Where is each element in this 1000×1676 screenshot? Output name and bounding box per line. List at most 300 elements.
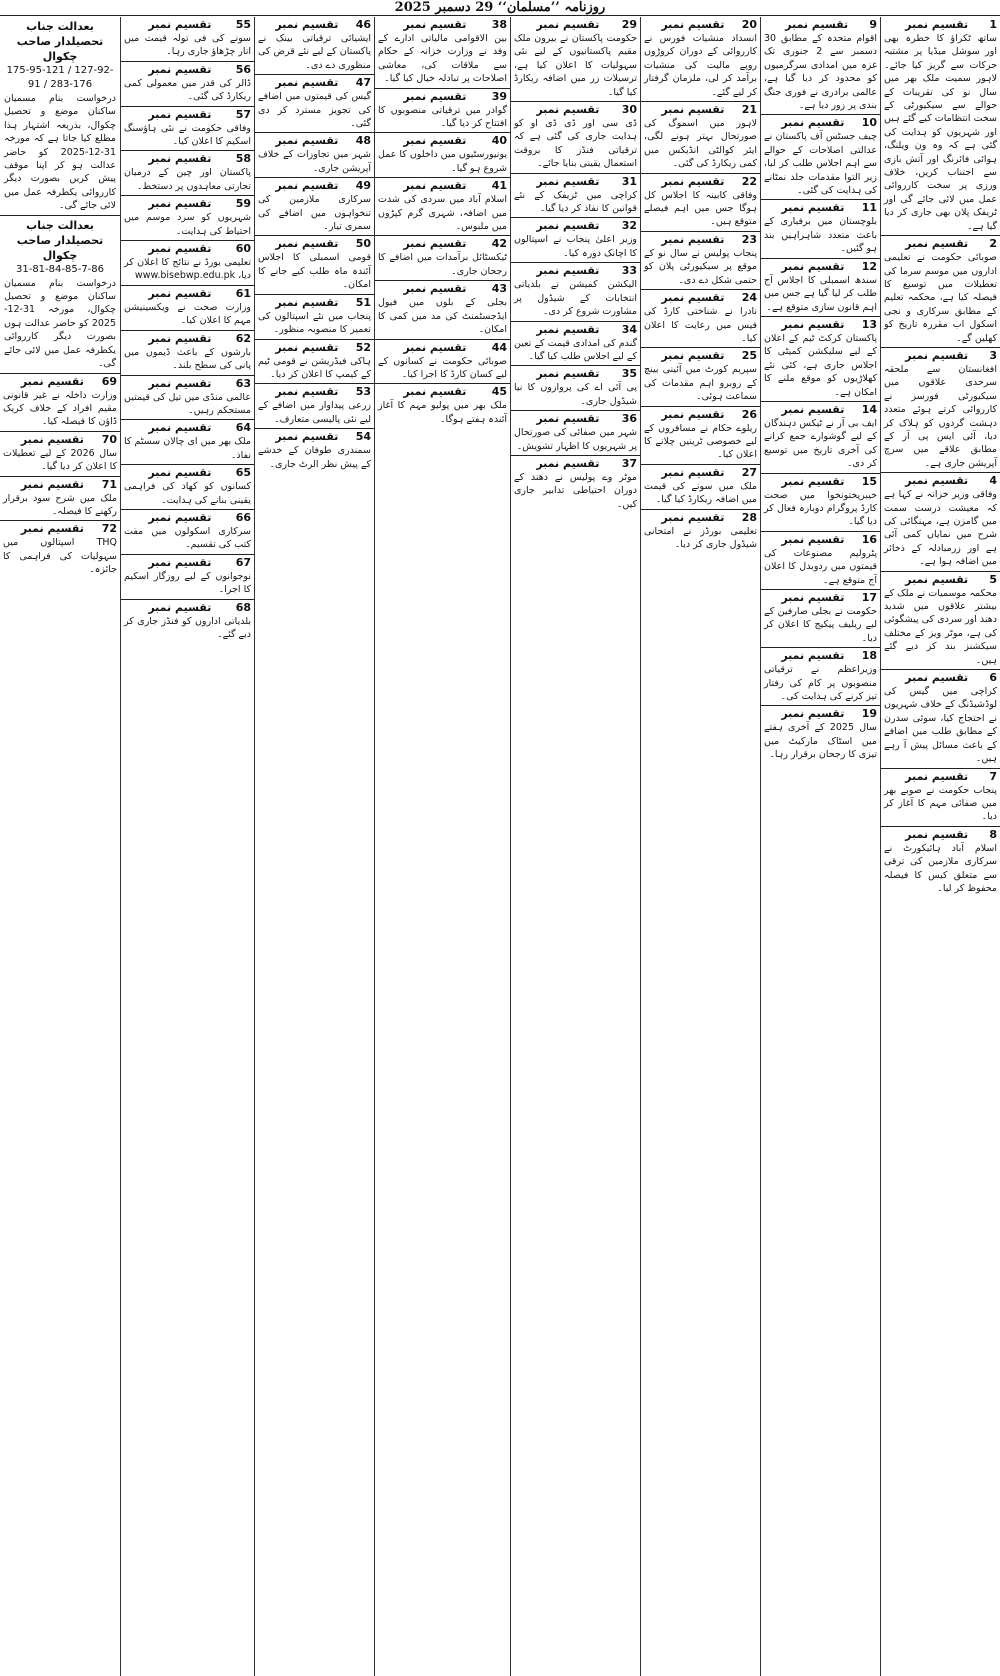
item-text: ملک میں شرح سود برقرار رکھنے کا فیصلہ۔ [3, 492, 117, 517]
item-header [884, 573, 997, 587]
item-number: 49 [355, 179, 371, 193]
item-label: تقسیم نمبر [905, 572, 969, 586]
item-number: 5 [989, 572, 997, 586]
item-label: تقسیم نمبر [781, 116, 845, 130]
item-number: 61 [235, 286, 251, 300]
item-header [378, 134, 507, 148]
item-label: تقسیم نمبر [148, 331, 212, 345]
item-text: ساتھ ٹکراؤ کا خطرہ بھی اور سوشل میڈیا پر مشتبہ حرکات سے گریز کیا جائے۔ لاہور سمیت ملک بھر میں سال نو کی تقریبات کے حوالے سے سیکیورٹی کے سخت انتظامات کیے گئے ہیں اور شہریوں کو ہدایت کی گئی ہے کہ وہ ون ویلنگ، ہوائی فائرنگ اور آتش بازی سے اجتناب کریں، خلاف ورزی پر سخت کارروائی عمل میں لائی جائے گی اور ٹریفک پلان بھی جاری کر دیا گیا ہے۔ [884, 33, 997, 232]
item-text: گوادر میں ترقیاتی منصوبوں کا افتتاح کر دیا گیا۔ [378, 104, 507, 130]
court-notice [0, 17, 120, 215]
classified-item [761, 705, 880, 763]
item-number: 67 [235, 555, 251, 569]
item-number: 25 [741, 349, 757, 363]
item-header [124, 18, 251, 32]
item-header [884, 237, 997, 251]
item-header [124, 242, 251, 256]
item-label: تقسیم نمبر [536, 174, 600, 188]
classified-item [641, 101, 760, 173]
classified-item [761, 114, 880, 199]
item-text: بین الاقوامی مالیاتی ادارے کے وفد نے وزارت خزانہ کے حکام سے ملاقات کی، معاشی اصلاحات پر تبادلہ خیال کیا گیا۔ [378, 33, 507, 85]
classified-item [511, 455, 640, 513]
item-number: 21 [741, 103, 757, 117]
item-number: 15 [861, 474, 877, 488]
classified-item [641, 347, 760, 405]
classified-item [511, 101, 640, 173]
item-label: تقسیم نمبر [781, 591, 845, 604]
item-number: 57 [235, 107, 251, 121]
classified-item [761, 531, 880, 589]
item-text: نوجوانوں کے لیے روزگار اسکیم کا اجرا۔ [124, 570, 251, 596]
item-label: تقسیم نمبر [148, 197, 212, 211]
item-number: 23 [741, 232, 757, 246]
item-label: تقسیم نمبر [536, 103, 600, 117]
item-label: تقسیم نمبر [20, 374, 84, 388]
classified-item [641, 406, 760, 464]
item-number: 8 [989, 827, 997, 841]
item-header [124, 601, 251, 615]
item-number: 28 [741, 510, 757, 524]
classified-item [881, 17, 1000, 235]
item-text: سال 2026 کے لیے تعطیلات کا اعلان کر دیا گیا۔ [3, 447, 117, 473]
item-header [764, 591, 877, 605]
classified-item [881, 472, 1000, 570]
item-header [764, 18, 877, 32]
item-number: 71 [101, 477, 117, 491]
item-number: 10 [861, 116, 877, 130]
item-text: پی آئی اے کی پروازوں کا نیا شیڈول جاری۔ [514, 382, 637, 407]
item-header [378, 282, 507, 296]
item-text: وفاقی کابینہ کا اجلاس کل ہوگا جس میں اہم فیصلے متوقع ہیں۔ [644, 189, 757, 228]
classified-item [121, 419, 254, 464]
item-label: تقسیم نمبر [148, 18, 212, 31]
classified-item [881, 768, 1000, 826]
item-number: 6 [989, 671, 997, 685]
classified-item [761, 316, 880, 401]
item-header [514, 457, 637, 471]
item-number: 29 [621, 18, 637, 31]
item-header [644, 291, 757, 305]
item-label: تقسیم نمبر [403, 237, 467, 251]
item-label: تقسیم نمبر [275, 430, 339, 444]
item-number: 45 [491, 385, 507, 399]
item-number: 41 [491, 179, 507, 193]
item-header [124, 332, 251, 346]
item-number: 13 [861, 317, 877, 331]
item-text: گندم کی امدادی قیمت کے تعین کے لیے اجلاس طلب کیا گیا۔ [514, 337, 637, 362]
classified-item [375, 235, 510, 280]
item-number: 11 [861, 201, 877, 215]
item-header [764, 649, 877, 663]
item-header [764, 475, 877, 489]
item-label: تقسیم نمبر [661, 232, 725, 246]
item-label: تقسیم نمبر [661, 349, 725, 363]
item-label: تقسیم نمبر [905, 474, 969, 488]
item-label: تقسیم نمبر [905, 348, 969, 362]
item-number: 34 [621, 322, 637, 336]
classified-item [375, 132, 510, 177]
item-label: تقسیم نمبر [905, 671, 969, 685]
item-number: 42 [491, 237, 507, 251]
item-label: تقسیم نمبر [275, 385, 339, 399]
column-2 [760, 17, 880, 1676]
item-number: 7 [989, 769, 997, 783]
court-title: بعدالت جناب تحصیلدار صاحب چکوال [16, 20, 104, 63]
item-header [764, 533, 877, 547]
item-label: تقسیم نمبر [661, 465, 725, 479]
item-number: 66 [235, 510, 251, 524]
case-numbers: 175-95-121 / 127-92-91 / 283-176 [6, 65, 114, 90]
item-number: 53 [355, 385, 371, 399]
item-header [514, 264, 637, 278]
item-header [764, 403, 877, 417]
item-label: تقسیم نمبر [905, 827, 969, 841]
item-label: تقسیم نمبر [403, 18, 467, 31]
item-label: تقسیم نمبر [148, 466, 212, 480]
item-number: 14 [861, 402, 877, 416]
item-number: 39 [491, 89, 507, 103]
item-label: تقسیم نمبر [536, 412, 600, 426]
item-label: تقسیم نمبر [781, 259, 845, 273]
classified-item [255, 294, 374, 339]
item-text: اسلام آباد میں سردی کی شدت میں اضافہ، شہری گرم کپڑوں میں ملبوس۔ [378, 194, 507, 233]
item-number: 64 [235, 421, 251, 435]
item-text: ڈالر کی قدر میں معمولی کمی ریکارڈ کی گئی۔ [124, 77, 251, 103]
item-text: پاکستان کرکٹ ٹیم کے اعلان کے لیے سلیکشن کمیٹی کا اجلاس جاری ہے، کئی نئے کھلاڑیوں کو موقع ملنے کا امکان ہے۔ [764, 332, 877, 398]
item-label: تقسیم نمبر [275, 237, 339, 251]
item-text: پاکستان اور چین کے درمیان تجارتی معاہدوں پر دستخط۔ [124, 167, 251, 192]
item-label: تقسیم نمبر [275, 340, 339, 354]
item-header [3, 478, 117, 492]
item-header [378, 18, 507, 32]
item-header [378, 90, 507, 104]
item-label: تقسیم نمبر [661, 407, 725, 421]
item-header [258, 341, 371, 355]
item-header [644, 233, 757, 247]
item-label: تقسیم نمبر [275, 18, 339, 31]
item-text: شہر میں صفائی کی صورتحال پر شہریوں کا اظہار تشویش۔ [514, 427, 637, 452]
item-number: 51 [355, 295, 371, 309]
classified-item [121, 106, 254, 151]
column-5 [374, 17, 510, 1676]
item-label: تقسیم نمبر [661, 18, 725, 31]
item-text: تعلیمی بورڈز نے امتحانی شیڈول جاری کر دیا۔ [644, 525, 757, 550]
item-text: محکمہ موسمیات نے ملک کے بیشتر علاقوں میں شدید دھند اور سردی کی پیشگوئی کی ہے، موٹر ویز کے مختلف سیکشنز بند کر دیے گئے ہیں۔ [884, 587, 997, 666]
item-header [764, 116, 877, 130]
item-header [514, 412, 637, 426]
item-label: تقسیم نمبر [403, 282, 467, 296]
item-label: تقسیم نمبر [661, 174, 725, 188]
item-text: سندھ اسمبلی کا اجلاس آج طلب کر لیا گیا ہے جس میں اہم قانون سازی متوقع ہے۔ [764, 274, 877, 313]
item-text: صوبائی حکومت نے تعلیمی اداروں میں موسم سرما کی تعطیلات میں توسیع کا فیصلہ کیا ہے، محکمہ تعلیم کے مطابق سرکاری و نجی اسکول اب مقررہ تاریخ کو کھلیں گے۔ [884, 252, 997, 344]
item-header [258, 76, 371, 90]
item-header [884, 828, 997, 842]
item-number: 55 [235, 18, 251, 31]
item-text: موٹر وے پولیس نے دھند کے دوران احتیاطی تدابیر جاری کیں۔ [514, 471, 637, 510]
classified-item [641, 464, 760, 509]
item-text: ملک بھر میں پولیو مہم کا آغاز آئندہ ہفتے ہوگا۔ [378, 400, 507, 425]
item-number: 58 [235, 152, 251, 166]
item-label: تقسیم نمبر [536, 456, 600, 470]
item-number: 46 [355, 18, 371, 31]
classified-item [511, 17, 640, 101]
item-label: تقسیم نمبر [275, 295, 339, 309]
classified-item [375, 177, 510, 235]
item-text: نادرا نے شناختی کارڈ کی فیس میں رعایت کا اعلان کیا۔ [644, 306, 757, 344]
item-header [764, 707, 877, 721]
item-header [378, 341, 507, 355]
classified-item [121, 17, 254, 61]
item-number: 43 [491, 282, 507, 296]
item-text: چیف جسٹس آف پاکستان نے عدالتی اصلاحات کے حوالے سے اہم اجلاس طلب کر لیا، زیر التوا مقدمات جلد نمٹانے کی ہدایت کی گئی۔ [764, 131, 877, 197]
item-text: افغانستان سے ملحقہ سرحدی علاقوں میں سیکیورٹی فورسز نے کارروائی کرتے ہوئے متعدد دہشت گردوں کو ہلاک کر دیا، آئی ایس پی آر کے مطابق علاقے میں سرچ آپریشن جاری ہے۔ [884, 363, 997, 469]
classified-item [375, 280, 510, 338]
classified-item [881, 235, 1000, 347]
item-text: انسداد منشیات فورس نے کارروائی کے دوران کروڑوں روپے مالیت کی منشیات برآمد کر لی، ملزمان گرفتار کر لیے گئے۔ [644, 33, 757, 98]
item-text: گیس کی قیمتوں میں اضافے کی تجویز مسترد کر دی گئی۔ [258, 91, 371, 130]
item-label: تقسیم نمبر [148, 600, 212, 614]
item-number: 1 [989, 18, 997, 31]
item-number: 20 [741, 18, 757, 31]
item-header [644, 408, 757, 422]
item-number: 36 [621, 412, 637, 426]
item-header [884, 349, 997, 363]
item-text: ملک بھر میں ای چالان سسٹم کا نفاذ۔ [124, 436, 251, 461]
item-text: بارشوں کے باعث ڈیموں میں پانی کی سطح بلند۔ [124, 346, 251, 372]
classified-item [761, 401, 880, 473]
item-header [124, 63, 251, 77]
item-text: اسلام آباد ہائیکورٹ نے سرکاری ملازمین کی ترقی سے متعلق کیس کا فیصلہ محفوظ کر لیا۔ [884, 842, 997, 894]
classified-item [641, 173, 760, 231]
classified-item [121, 61, 254, 106]
item-label: تقسیم نمبر [275, 179, 339, 193]
classified-item [255, 428, 374, 473]
item-number: 27 [741, 465, 757, 479]
item-text: سمندری طوفان کے خدشے کے پیش نظر الرٹ جاری۔ [258, 445, 371, 470]
item-label: تقسیم نمبر [536, 322, 600, 336]
item-header [124, 152, 251, 166]
item-number: 68 [235, 600, 251, 614]
item-header [514, 323, 637, 337]
item-text: بلدیاتی اداروں کو فنڈز جاری کر دیے گئے۔ [124, 615, 251, 640]
item-text: خیبرپختونخوا میں صحت کارڈ پروگرام دوبارہ فعال کر دیا گیا۔ [764, 489, 877, 528]
item-label: تقسیم نمبر [905, 18, 969, 31]
item-header [124, 511, 251, 525]
item-text: پنجاب میں نئے اسپتالوں کی تعمیر کا منصوبہ منظور۔ [258, 310, 371, 336]
item-text: وزارت صحت نے ویکسینیشن مہم کا اعلان کیا۔ [124, 301, 251, 327]
item-text: ریلوے حکام نے مسافروں کے لیے خصوصی ٹرینیں چلانے کا اعلان کیا۔ [644, 422, 757, 461]
classified-item [641, 289, 760, 347]
classified-item [511, 173, 640, 218]
item-label: تقسیم نمبر [536, 219, 600, 233]
item-text: پنجاب حکومت نے صوبے بھر میں صفائی مہم کا آغاز کر دیا۔ [884, 784, 997, 823]
item-number: 37 [621, 456, 637, 470]
court-title: بعدالت جناب تحصیلدار صاحب چکوال [16, 218, 104, 262]
item-number: 38 [491, 18, 507, 31]
item-label: تقسیم نمبر [148, 555, 212, 569]
item-number: 2 [989, 237, 997, 251]
classified-item [375, 88, 510, 133]
classified-item [375, 339, 510, 384]
item-label: تقسیم نمبر [403, 134, 467, 148]
item-header [884, 474, 997, 488]
item-number: 12 [861, 259, 877, 273]
item-text: الیکشن کمیشن نے بلدیاتی انتخابات کے شیڈول پر مشاورت شروع کر دی۔ [514, 279, 637, 318]
item-label: تقسیم نمبر [148, 421, 212, 435]
item-text: بجلی کے بلوں میں فیول ایڈجسٹمنٹ کی مد میں کمی کا امکان۔ [378, 297, 507, 336]
classified-item [511, 262, 640, 320]
item-text: عالمی منڈی میں تیل کی قیمتیں مستحکم رہیں۔ [124, 391, 251, 416]
classified-item [255, 339, 374, 384]
masthead [0, 0, 1000, 16]
item-text: حکومت نے بجلی صارفین کے لیے ریلیف پیکیج کا اعلان کر دیا۔ [764, 606, 877, 644]
classified-item [121, 599, 254, 644]
item-label: تقسیم نمبر [275, 134, 339, 148]
classified-item [881, 826, 1000, 898]
item-text: شہریوں کو سرد موسم میں احتیاط کی ہدایت۔ [124, 212, 251, 237]
item-text: یونیورسٹیوں میں داخلوں کا عمل شروع ہو گیا۔ [378, 149, 507, 174]
item-label: تقسیم نمبر [781, 649, 845, 663]
item-header [258, 237, 371, 251]
item-header [884, 18, 997, 32]
item-label: تقسیم نمبر [148, 510, 212, 524]
item-header [258, 18, 371, 32]
classified-item [761, 589, 880, 647]
item-text: سال 2025 کے آخری ہفتے میں اسٹاک مارکیٹ میں تیزی کا رجحان برقرار رہا۔ [764, 722, 877, 761]
item-text: سرکاری اسکولوں میں مفت کتب کی تقسیم۔ [124, 525, 251, 551]
item-text: وفاقی حکومت نے نئی ہاؤسنگ اسکیم کا اعلان کیا۔ [124, 122, 251, 148]
item-text: سرکاری ملازمین کی تنخواہوں میں اضافے کی سمری تیار۔ [258, 194, 371, 233]
item-header [258, 430, 371, 444]
item-text: وزارت داخلہ نے غیر قانونی مقیم افراد کے خلاف کریک ڈاؤن کا فیصلہ کیا۔ [3, 389, 117, 428]
classified-item [511, 321, 640, 366]
item-label: تقسیم نمبر [403, 179, 467, 193]
classified-item [641, 509, 760, 554]
item-number: 19 [861, 707, 877, 721]
item-text: صوبائی حکومت نے کسانوں کے لیے کسان کارڈ کا اجرا کیا۔ [378, 355, 507, 380]
item-number: 18 [861, 649, 877, 663]
classified-item [881, 347, 1000, 472]
court-text: درخواست بنام مسمیان ساکنان موضع و تحصیل چکوال، مورخہ 31-12-2025 کو حاضر عدالت ہوں بصورت دیگر کارروائی یکطرفہ عمل میں لائی جائے گی۔ [4, 277, 116, 370]
item-number: 4 [989, 474, 997, 488]
item-number: 60 [235, 242, 251, 256]
item-label: تقسیم نمبر [148, 107, 212, 121]
item-text: سونے کی فی تولہ قیمت میں اتار چڑھاؤ جاری رہا۔ [124, 33, 251, 58]
column-left-notices [0, 17, 120, 1676]
item-number: 22 [741, 174, 757, 188]
item-header [884, 671, 997, 685]
classified-item [0, 431, 120, 476]
item-text: اقوام متحدہ کے مطابق 30 دسمبر سے 2 جنوری تک غزہ میں امدادی سرگرمیوں کو محدود کر دیا گیا ہے، عالمی برادری نے فوری جنگ بندی پر زور دیا ہے۔ [764, 33, 878, 112]
item-label: تقسیم نمبر [403, 385, 467, 399]
item-number: 44 [491, 340, 507, 354]
item-text: تعلیمی بورڈ نے نتائج کا اعلان کر دیا، www.bisebwp.edu.pk [124, 257, 251, 282]
item-text: ہاکی فیڈریشن نے قومی ٹیم کے کیمپ کا اعلان کر دیا۔ [258, 355, 371, 380]
item-text: پنجاب پولیس نے سال نو کے موقع پر سیکیورٹی پلان کو حتمی شکل دے دی۔ [644, 247, 757, 286]
item-label: تقسیم نمبر [661, 103, 725, 117]
item-header [644, 466, 757, 480]
classified-item [255, 177, 374, 235]
item-header [3, 375, 117, 389]
item-header [378, 385, 507, 399]
item-label: تقسیم نمبر [403, 89, 467, 103]
item-label: تقسیم نمبر [536, 264, 600, 278]
item-label: تقسیم نمبر [781, 474, 845, 488]
item-number: 54 [355, 430, 371, 444]
item-header [764, 260, 877, 274]
column-1 [880, 17, 1000, 1676]
item-label: تقسیم نمبر [781, 317, 845, 331]
item-header [258, 179, 371, 193]
item-label: تقسیم نمبر [403, 340, 467, 354]
item-number: 40 [491, 134, 507, 148]
classified-item [375, 17, 510, 88]
column-3 [640, 17, 760, 1676]
classified-item [0, 520, 120, 578]
item-text: سپریم کورٹ میں آئینی بینچ کے روبرو اہم مقدمات کی سماعت ہوئی۔ [644, 364, 757, 403]
item-number: 3 [989, 348, 997, 362]
item-header [124, 421, 251, 435]
item-number: 50 [355, 237, 371, 251]
classified-item [761, 647, 880, 705]
classified-item [511, 365, 640, 410]
item-header [124, 377, 251, 391]
classified-item [121, 464, 254, 509]
item-text: ملک میں سونے کی قیمت میں اضافہ ریکارڈ کیا گیا۔ [644, 480, 757, 506]
item-header [378, 237, 507, 251]
item-text: وفاقی وزیر خزانہ نے کہا ہے کہ معیشت درست سمت میں گامزن ہے، مہنگائی کی شرح میں نمایاں کمی آئی ہے اور زرمبادلہ کے ذخائر میں اضافہ ہوا ہے۔ [884, 489, 997, 568]
item-text: کراچی میں گیس کی لوڈشیڈنگ کے خلاف شہریوں نے احتجاج کیا، سوئی سدرن کے مطابق طلب میں اضافے کے باعث مسائل پیش آ رہے ہیں۔ [884, 686, 997, 765]
item-label: تقسیم نمبر [785, 18, 849, 31]
item-label: تقسیم نمبر [536, 18, 600, 31]
item-header [514, 175, 637, 189]
item-text: ایشیائی ترقیاتی بینک نے پاکستان کے لیے نئے قرض کی منظوری دے دی۔ [258, 33, 371, 71]
item-header [644, 175, 757, 189]
classified-item [881, 669, 1000, 767]
classified-item [121, 285, 254, 330]
classified-item [0, 476, 120, 521]
item-number: 24 [741, 291, 757, 305]
item-text: THQ اسپتالوں میں سہولیات کی فراہمی کا جائزہ۔ [3, 537, 117, 576]
item-header [124, 556, 251, 570]
item-header [514, 103, 637, 117]
item-number: 31 [621, 174, 637, 188]
item-text: وزیر اعلیٰ پنجاب نے اسپتالوں کا اچانک دورہ کیا۔ [514, 234, 637, 259]
item-label: تقسیم نمبر [781, 201, 845, 215]
court-notice [0, 215, 120, 373]
item-label: تقسیم نمبر [148, 62, 212, 76]
classified-item [0, 373, 120, 431]
classified-item [121, 509, 254, 554]
classified-item [641, 231, 760, 289]
classified-item [121, 375, 254, 420]
classified-item [121, 150, 254, 195]
item-header [3, 522, 117, 536]
item-text: ٹیکسٹائل برآمدات میں اضافے کا رجحان جاری۔ [378, 252, 507, 277]
item-number: 30 [621, 103, 637, 117]
item-header [514, 219, 637, 233]
item-text: شہر میں تجاوزات کے خلاف آپریشن جاری۔ [258, 149, 371, 174]
column-6 [254, 17, 374, 1676]
item-header [884, 770, 997, 784]
item-number: 48 [355, 134, 371, 148]
item-header [644, 511, 757, 525]
item-header [258, 296, 371, 310]
item-label: تقسیم نمبر [148, 286, 212, 300]
court-text: درخواست بنام مسمیان ساکنان موضع و تحصیل چکوال، بذریعہ اشتہار ہذا مطلع کیا جاتا ہے کہ مورخہ 31-12-2025 کو حاضر عدالت ہو کر اپنا موقف پیش کریں بصورت دیگر کارروائی یکطرفہ عمل میں لائی جائے گی۔ [4, 93, 116, 212]
item-number: 69 [101, 374, 117, 388]
classified-item [511, 410, 640, 455]
